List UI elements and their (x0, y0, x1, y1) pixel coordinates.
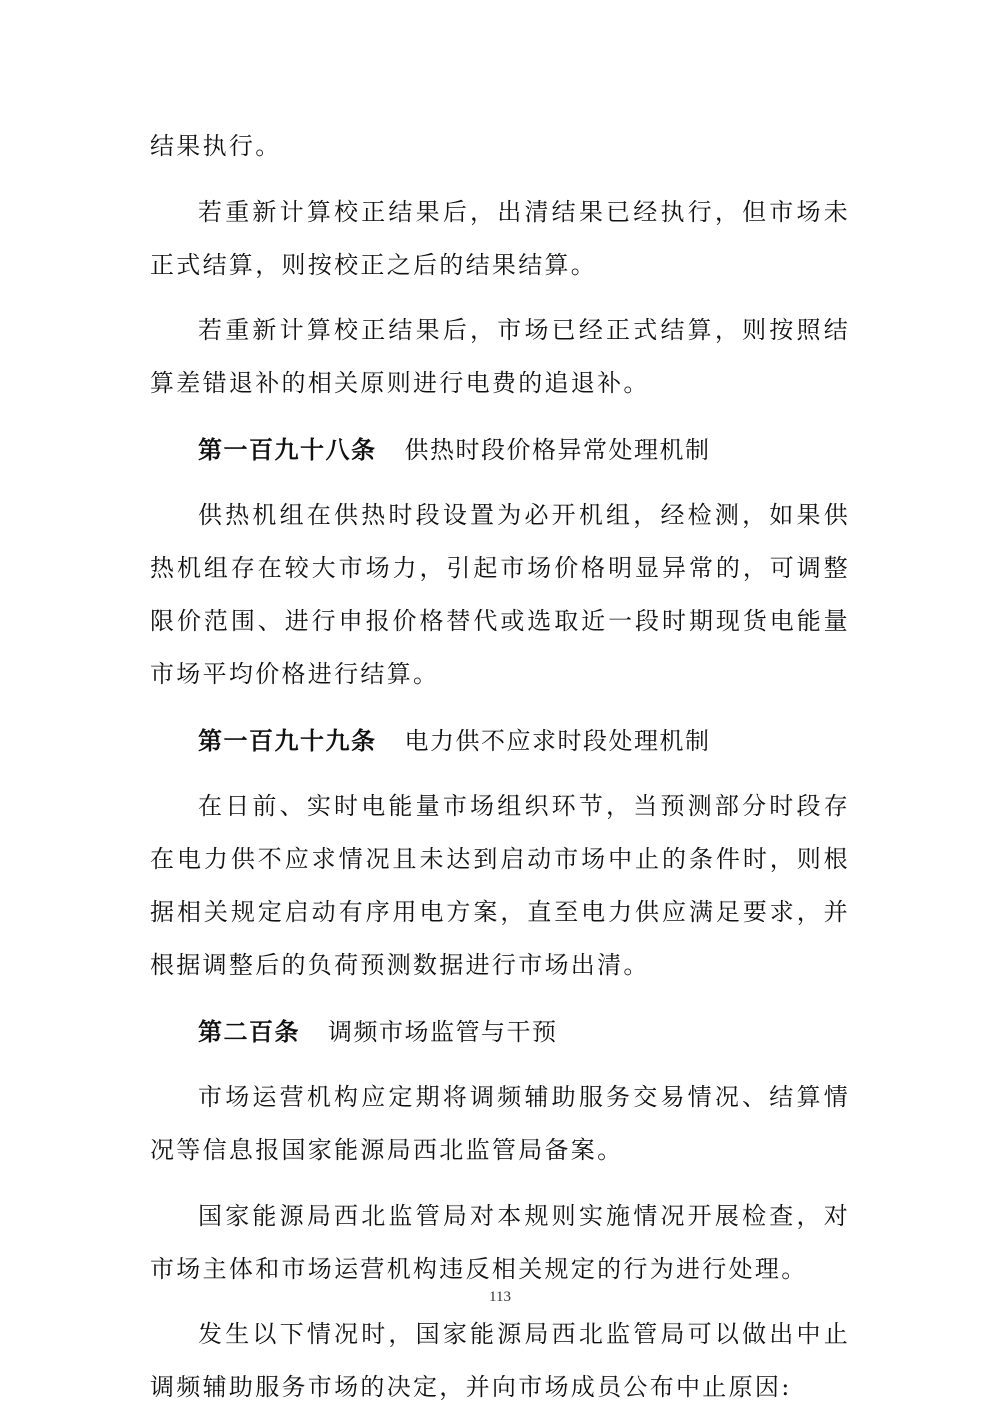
page-number: 113 (489, 1289, 511, 1305)
article-title: 调频市场监管与干预 (328, 1017, 558, 1046)
paragraph: 供热机组在供热时段设置为必开机组，经检测，如果供热机组存在较大市场力，引起市场价格明显异常的，可调整限价范围、进行申报价格替代或选取近一段时期现货电能量市场平均价格进行结算。 (150, 501, 850, 688)
article-title: 电力供不应求时段处理机制 (404, 726, 711, 755)
article-number: 第二百条 (198, 1016, 300, 1046)
paragraph: 若重新计算校正结果后，出清结果已经执行，但市场未正式结算，则按校正之后的结果结算。 (150, 197, 850, 279)
document-body (150, 120, 850, 1427)
article-heading (150, 714, 850, 768)
article-heading (150, 1005, 850, 1059)
paragraph: 若重新计算校正结果后，市场已经正式结算，则按照结算差错退补的相关原则进行电费的追退补。 (150, 316, 850, 397)
article-number: 第一百九十九条 (198, 725, 377, 755)
paragraph: 发生以下情况时，国家能源局西北监管局可以做出中止调频辅助服务市场的决定，并向市场成员公布中止原因: (150, 1320, 850, 1401)
article-number: 第一百九十八条 (198, 434, 377, 464)
paragraph: 在日前、实时电能量市场组织环节，当预测部分时段存在电力供不应求情况且未达到启动市场中止的条件时，则根据相关规定启动有序用电方案，直至电力供应满足要求，并根据调整后的负荷预测数据进行市场出清。 (150, 792, 850, 979)
paragraph: 国家能源局西北监管局对本规则实施情况开展检查，对市场主体和市场运营机构违反相关规定的行为进行处理。 (150, 1201, 850, 1283)
article-heading (150, 423, 850, 477)
paragraph: 结果执行。 (150, 132, 282, 160)
article-title: 供热时段价格异常处理机制 (404, 435, 711, 464)
paragraph: 市场运营机构应定期将调频辅助服务交易情况、结算情况等信息报国家能源局西北监管局备案。 (150, 1083, 850, 1164)
